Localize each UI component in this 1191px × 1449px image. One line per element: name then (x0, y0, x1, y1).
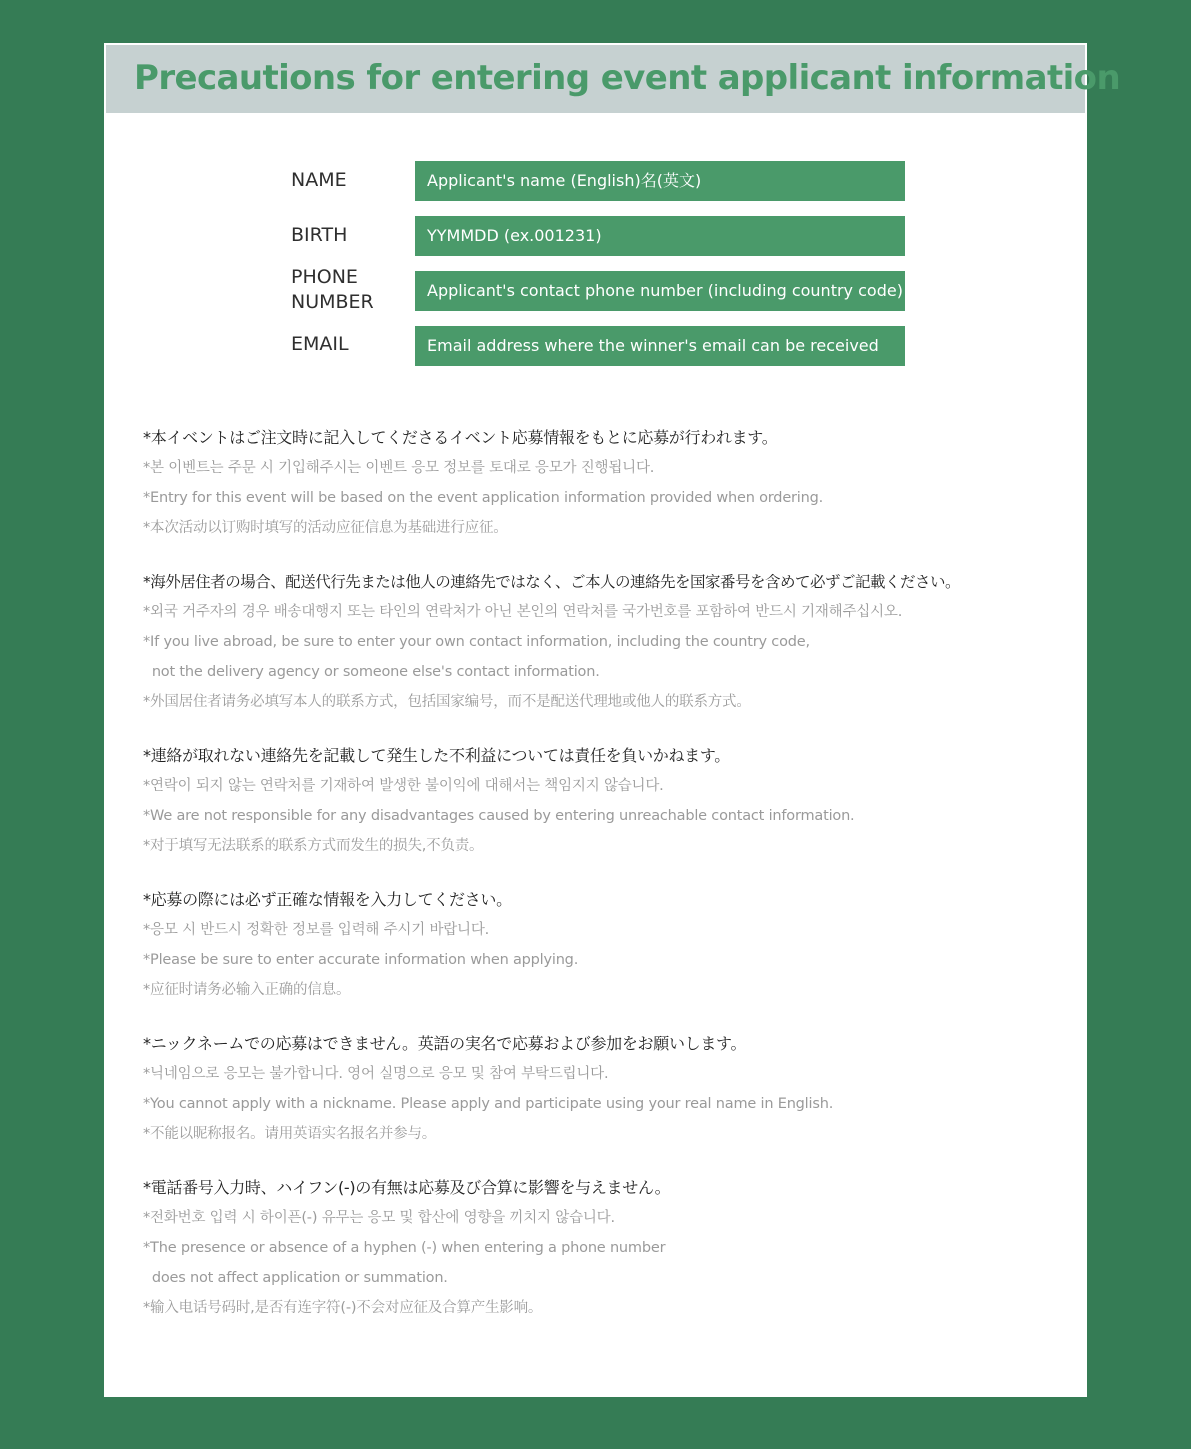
note-line: *응모 시 반드시 정확한 정보를 입력해 주시기 바랍니다. (143, 922, 490, 938)
note-line: *외국 거주자의 경우 배송대행지 또는 타인의 연락처가 아닌 본인의 연락처를 국가번호를 포함하여 반드시 기재해주십시오. (143, 604, 903, 620)
note-line: *外国居住者请务必填写本人的联系方式，包括国家编号，而不是配送代理地或他人的联系方式。 (143, 694, 751, 710)
field-label-birth: BIRTH (291, 224, 348, 246)
notes-list (143, 423, 1083, 1347)
field-box-name: Applicant's name (English)名(英文) (415, 161, 905, 201)
note-line: *The presence or absence of a hyphen (-) when entering a phone number (143, 1240, 666, 1256)
note-heading: *応募の際には必ず正確な情報を入力してください。 (143, 890, 512, 909)
note-1 (143, 423, 1083, 543)
note-6 (143, 1173, 1083, 1323)
note-line: *Entry for this event will be based on the event application information provided when ordering. (143, 490, 824, 506)
note-line: *Please be sure to enter accurate information when applying. (143, 952, 579, 968)
note-line: *输入电话号码时,是否有连字符(-)不会对应征及合算产生影响。 (143, 1300, 543, 1316)
note-line: not the delivery agency or someone else's contact information. (143, 664, 600, 680)
note-5 (143, 1029, 1083, 1149)
field-box-phone: Applicant's contact phone number (including country code) (415, 271, 905, 311)
note-line: *연락이 되지 않는 연락처를 기재하여 발생한 불이익에 대해서는 책임지지 않습니다. (143, 778, 664, 794)
field-label-phone: PHONE NUMBER (291, 266, 374, 313)
field-box-email: Email address where the winner's email can be received (415, 326, 905, 366)
field-box-birth: YYMMDD (ex.001231) (415, 216, 905, 256)
note-line: *不能以昵称报名。请用英语实名报名并参与。 (143, 1126, 437, 1142)
note-3 (143, 741, 1083, 861)
note-line: *본 이벤트는 주문 시 기입해주시는 이벤트 응모 정보를 토대로 응모가 진행됩니다. (143, 460, 655, 476)
note-line: *You cannot apply with a nickname. Please apply and participate using your real name in English. (143, 1096, 834, 1112)
note-heading: *ニックネームでの応募はできません。英語の実名で応募および参加をお願いします。 (143, 1034, 747, 1053)
note-line: does not affect application or summation. (143, 1270, 448, 1286)
field-label-email: EMAIL (291, 333, 349, 355)
precautions-card (104, 43, 1121, 1397)
note-heading: *連絡が取れない連絡先を記載して発生した不利益については責任を負いかねます。 (143, 746, 731, 765)
field-label-name: NAME (291, 169, 347, 191)
note-2 (143, 567, 1083, 717)
note-heading: *海外居住者の場合、配送代行先または他人の連絡先ではなく、ご本人の連絡先を国家番号を含めて必ずご記載ください。 (143, 573, 960, 591)
note-line: *应征时请务必输入正确的信息。 (143, 982, 351, 998)
note-line: *전화번호 입력 시 하이픈(-) 유무는 응모 및 합산에 영향을 끼치지 않습니다. (143, 1210, 615, 1226)
page-title: Precautions for entering event applicant information (134, 58, 1121, 98)
note-heading: *電話番号入力時、ハイフン(-)の有無は応募及び合算に影響を与えません。 (143, 1178, 671, 1197)
note-line: *本次活动以订购时填写的活动应征信息为基础进行应征。 (143, 520, 508, 536)
note-heading: *本イベントはご注文時に記入してくださるイベント応募情報をもとに応募が行われます。 (143, 428, 778, 447)
title-bar (106, 45, 1121, 113)
note-line: *닉네임으로 응모는 불가합니다. 영어 실명으로 응모 및 참여 부탁드립니다. (143, 1066, 609, 1082)
note-line: *We are not responsible for any disadvantages caused by entering unreachable contact information. (143, 808, 855, 824)
note-4 (143, 885, 1083, 1005)
note-line: *If you live abroad, be sure to enter your own contact information, including the country code, (143, 634, 810, 650)
note-line: *对于填写无法联系的联系方式而发生的损失,不负责。 (143, 838, 484, 854)
